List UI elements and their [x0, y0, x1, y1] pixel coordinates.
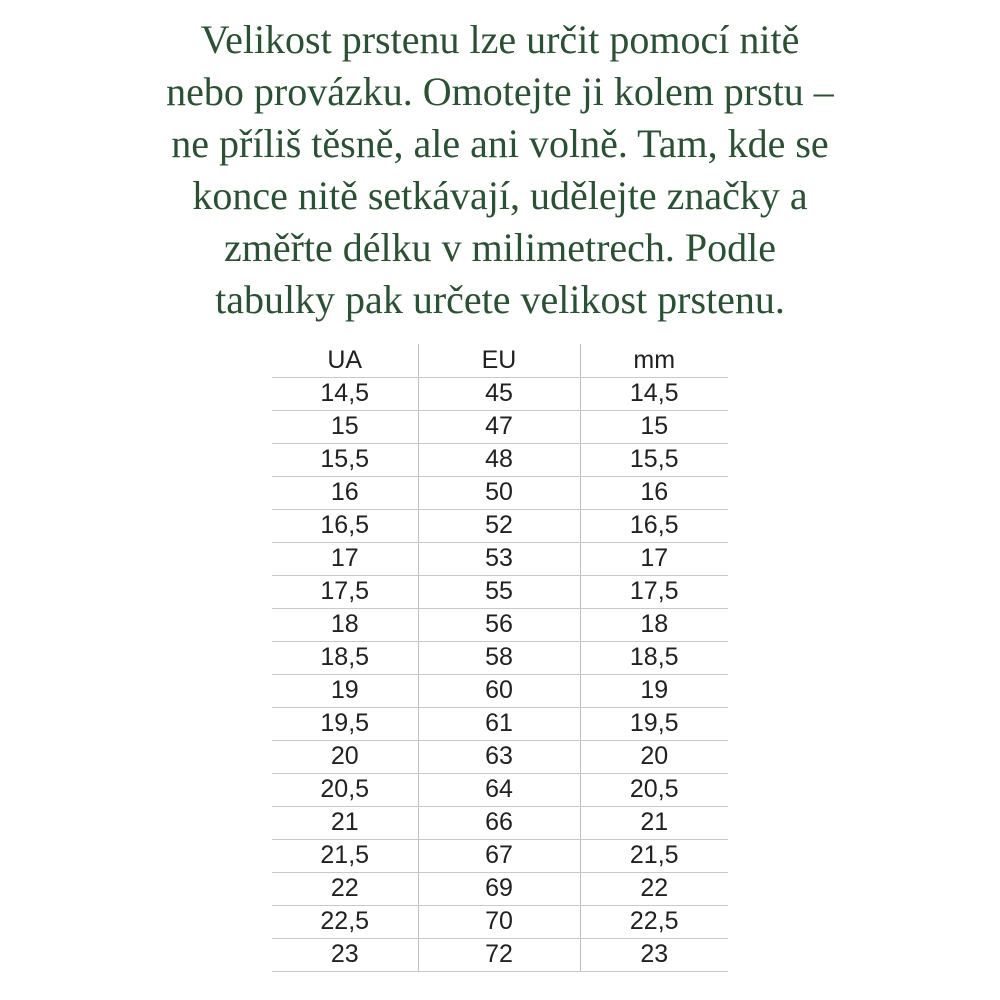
table-cell: 45 — [418, 377, 580, 410]
table-cell: 21 — [580, 806, 728, 839]
table-cell: 23 — [580, 938, 728, 971]
table-cell: 70 — [418, 905, 580, 938]
table-cell: 16,5 — [580, 509, 728, 542]
table-cell: 21 — [272, 806, 418, 839]
table-body — [272, 377, 728, 971]
table-cell: 17 — [272, 542, 418, 575]
table-row — [272, 509, 728, 542]
table-row — [272, 377, 728, 410]
table-cell: 22 — [272, 872, 418, 905]
table-row — [272, 575, 728, 608]
table-row — [272, 839, 728, 872]
table-cell: 20 — [272, 740, 418, 773]
table-cell: 20,5 — [580, 773, 728, 806]
table-cell: 23 — [272, 938, 418, 971]
table-row — [272, 608, 728, 641]
table-cell: 17,5 — [580, 575, 728, 608]
table-cell: 56 — [418, 608, 580, 641]
table-cell: 20 — [580, 740, 728, 773]
table-cell: 19,5 — [272, 707, 418, 740]
table-cell: 53 — [418, 542, 580, 575]
table-cell: 22,5 — [272, 905, 418, 938]
intro-line: ne příliš těsně, ale ani volně. Tam, kde se — [171, 121, 829, 166]
table-cell: 22 — [580, 872, 728, 905]
table-cell: 67 — [418, 839, 580, 872]
table-cell: 64 — [418, 773, 580, 806]
table-cell: 19 — [580, 674, 728, 707]
table-header-row — [272, 344, 728, 377]
table-cell: 16 — [580, 476, 728, 509]
table-cell: 58 — [418, 641, 580, 674]
table-cell: 48 — [418, 443, 580, 476]
table-cell: 52 — [418, 509, 580, 542]
table-cell: 22,5 — [580, 905, 728, 938]
table-row — [272, 641, 728, 674]
intro-line: Velikost prstenu lze určit pomocí nitě — [200, 17, 800, 62]
table-cell: 18,5 — [272, 641, 418, 674]
table-cell: 21,5 — [272, 839, 418, 872]
table-cell: 19 — [272, 674, 418, 707]
table-cell: 47 — [418, 410, 580, 443]
table-cell: 55 — [418, 575, 580, 608]
table-row — [272, 707, 728, 740]
table-cell: 19,5 — [580, 707, 728, 740]
column-header-ua: UA — [272, 344, 418, 377]
table-cell: 20,5 — [272, 773, 418, 806]
intro-line: nebo provázku. Omotejte ji kolem prstu – — [166, 69, 834, 114]
table-row — [272, 740, 728, 773]
table-row — [272, 476, 728, 509]
table-row — [272, 674, 728, 707]
table-row — [272, 443, 728, 476]
table-cell: 15 — [272, 410, 418, 443]
table-cell: 61 — [418, 707, 580, 740]
ring-size-table — [272, 344, 728, 972]
table-cell: 18 — [272, 608, 418, 641]
table-cell: 60 — [418, 674, 580, 707]
column-header-mm: mm — [580, 344, 728, 377]
table-cell: 18,5 — [580, 641, 728, 674]
table-row — [272, 872, 728, 905]
table-row — [272, 806, 728, 839]
table-cell: 21,5 — [580, 839, 728, 872]
table-cell: 18 — [580, 608, 728, 641]
table-cell: 66 — [418, 806, 580, 839]
table-cell: 16 — [272, 476, 418, 509]
table-row — [272, 410, 728, 443]
table-cell: 15,5 — [272, 443, 418, 476]
table-cell: 14,5 — [272, 377, 418, 410]
column-header-eu: EU — [418, 344, 580, 377]
intro-line: změřte délku v milimetrech. Podle — [223, 225, 777, 270]
table-cell: 17,5 — [272, 575, 418, 608]
table-cell: 17 — [580, 542, 728, 575]
table-row — [272, 773, 728, 806]
table-row — [272, 938, 728, 971]
table-cell: 69 — [418, 872, 580, 905]
intro-line: tabulky pak určete velikost prstenu. — [215, 277, 785, 322]
table-cell: 72 — [418, 938, 580, 971]
table-cell: 50 — [418, 476, 580, 509]
table-row — [272, 542, 728, 575]
intro-line: konce nitě setkávají, udělejte značky a — [192, 173, 808, 218]
table-row — [272, 905, 728, 938]
ring-size-instructions — [0, 0, 1000, 326]
table-cell: 15,5 — [580, 443, 728, 476]
table-cell: 15 — [580, 410, 728, 443]
table-cell: 14,5 — [580, 377, 728, 410]
table-cell: 63 — [418, 740, 580, 773]
table-cell: 16,5 — [272, 509, 418, 542]
